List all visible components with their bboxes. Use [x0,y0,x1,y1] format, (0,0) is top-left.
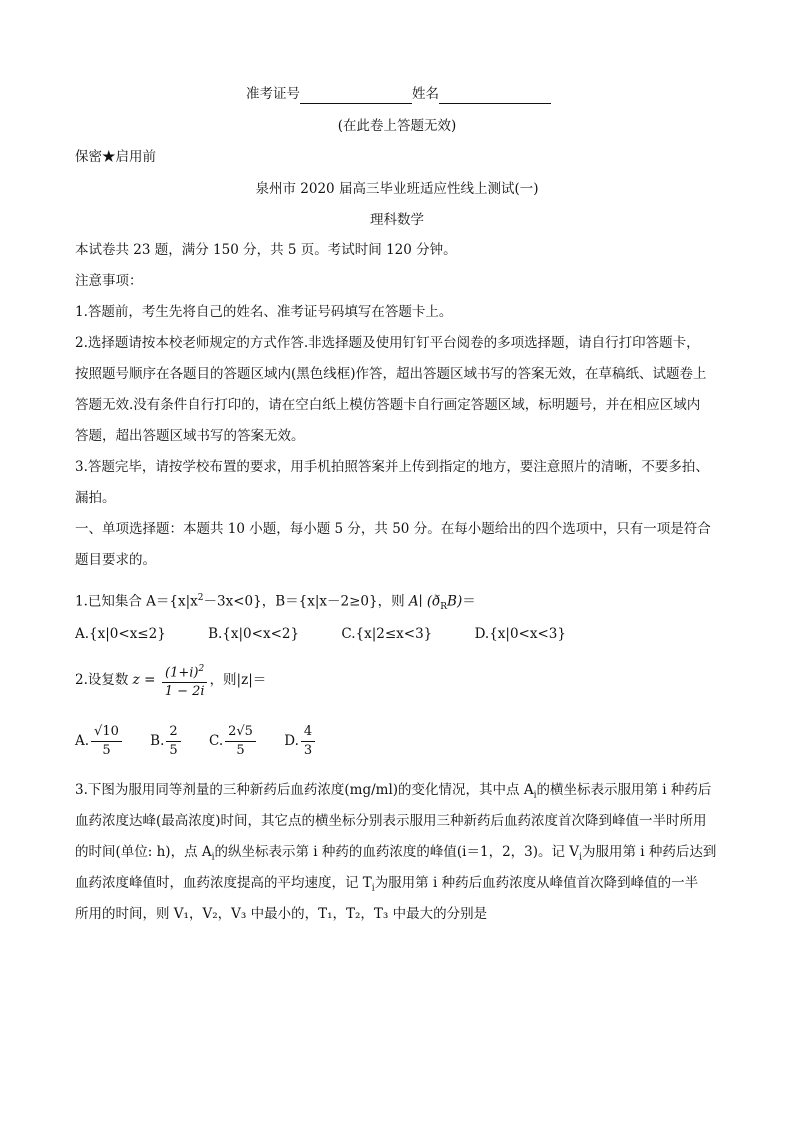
q3-text: 3.下图为服用同等剂量的三种新药后血药浓度(mg/ml)的变化情况，其中点 A [75,782,534,798]
note-item-2-line-3: 答题无效.没有条件自行打印的，请在空白纸上模仿答题卡自行画定答题区域，标明题号，并在相应区域内 [75,397,701,413]
section-1-heading-line-1: 一、单项选择题：本题共 10 小题，每小题 5 分，共 50 分。在每小题给出的四个选项中，只有一项是符合 [75,521,711,537]
q2-denominator: 1 − 2i [164,684,205,700]
q1-sup: 2 [197,593,204,603]
q2-option-b-label: B. [150,733,165,749]
q3-sub: i [211,852,215,863]
q2-option-a-den: 5 [102,743,111,758]
q2-option-d-label: D. [284,733,299,749]
q3-text: 的横坐标表示服用第 i 种药后 [536,782,712,798]
q1-stem-part: －3x<0}，B＝{x|x－2≥0}，则 [203,593,409,610]
invalid-note: (在此卷上答题无效) [337,118,457,134]
q2-option-b-num: 2 [166,723,180,742]
q2-option-c-den: 5 [236,743,245,758]
q2-numerator-sup: 2 [198,664,205,674]
note-item-2-line-1: 2.选择题请按本校老师规定的方式作答.非选择题及使用钉钉平台阅卷的多项选择题，请自行打印答题卡， [75,335,700,351]
question-3-line-2: 血药浓度达峰(最高浓度)时间，其它点的横坐标分别表示服用三种新药后血药浓度首次降到峰值一半时所用 [75,813,707,829]
q2-option-d [284,722,317,760]
q2-option-c [209,722,258,760]
q2-option-a-num: √10 [94,724,119,739]
q2-stem-end: ，则|z|＝ [209,672,267,689]
q1-option-d: D.{x|0<x<3} [474,626,566,642]
exam-intro: 本试卷共 23 题，满分 150 分，共 5 页。考试时间 120 分钟。 [75,242,457,258]
secret-mark: 保密★启用前 [75,149,156,165]
notes-heading: 注意事项： [75,273,143,289]
note-item-3-line-1: 3.答题完毕，请按学校布置的要求，用手机拍照答案并上传到指定的地方，要注意照片的清晰，不要多拍、 [75,459,709,475]
q3-sub: i [533,790,537,801]
q2-option-c-num: 2√5 [225,723,256,742]
question-1-options [75,624,725,644]
q2-fraction [162,660,208,701]
q1-expression: B) [447,593,463,610]
note-item-2-line-4: 答题，超出答题区域书写的答案无效。 [75,428,305,444]
name-blank [439,89,551,104]
question-2-stem [75,660,725,701]
q3-text: 血药浓度峰值时，血药浓度提高的平均速度，记 T [75,875,372,891]
note-item-3-line-2: 漏拍。 [75,490,116,506]
q3-text: 的纵坐标表示第 i 种药的血药浓度的峰值(i＝1，2，3)。记 V [214,844,580,860]
q2-option-d-num: 4 [301,723,315,742]
q3-sub: i [371,883,375,894]
question-1-stem [75,588,725,617]
q3-text: 为服用第 i 种药后血药浓度从峰值首次降到峰值的一半 [374,875,699,891]
exam-subject: 理科数学 [370,212,424,228]
q1-option-b: B.{x|0<x<2} [208,626,300,642]
q2-equals: = [139,672,160,689]
note-item-2-line-2: 按照题号顺序在各题目的答题区域内(黑色线框)作答，超出答题区域书写的答案无效，在草稿纸、试题卷上 [75,366,707,382]
question-3-line-5: 所用的时间，则 V₁，V₂，V₃ 中最小的，T₁，T₂，T₃ 中最大的分别是 [75,906,488,922]
candidate-info-line [246,84,576,104]
exam-title: 泉州市 2020 届高三毕业班适应性线上测试(一) [255,181,539,197]
section-1-heading-line-2: 题目要求的。 [75,552,156,568]
q2-option-c-label: C. [208,733,224,749]
q1-expression: A∣ (ð [408,593,441,610]
note-item-1: 1.答题前，考生先将自己的姓名、准考证号码填写在答题卡上。 [75,304,453,320]
id-label: 准考证号 [246,86,300,102]
id-blank [300,89,412,104]
q2-option-d-den: 3 [303,743,313,758]
q1-option-a: A.{x|0<x≤2} [75,626,166,642]
question-3-line-4 [75,873,725,899]
q2-numerator: (1+i) [165,665,199,681]
q2-option-b-den: 5 [169,743,178,758]
question-3-line-1 [75,780,725,806]
name-label: 姓名 [412,86,439,102]
q2-option-b [150,722,183,760]
q2-variable: z [132,672,140,689]
q1-stem-end: ＝ [462,593,476,610]
question-3-line-3 [75,842,725,868]
question-2-options [75,722,725,760]
q3-text: 为服用第 i 种药后达到 [581,844,717,860]
q1-stem-part: 1.已知集合 A＝{x|x [75,593,198,610]
q2-option-a [75,722,124,760]
q2-stem-part: 2.设复数 [75,672,133,689]
q3-sub: i [579,852,582,863]
q3-text: 的时间(单位: h)，点 A [75,844,212,860]
q2-option-a-label: A. [75,733,90,749]
q1-sub: R [440,602,448,613]
q1-option-c: C.{x|2≤x<3} [341,626,433,642]
